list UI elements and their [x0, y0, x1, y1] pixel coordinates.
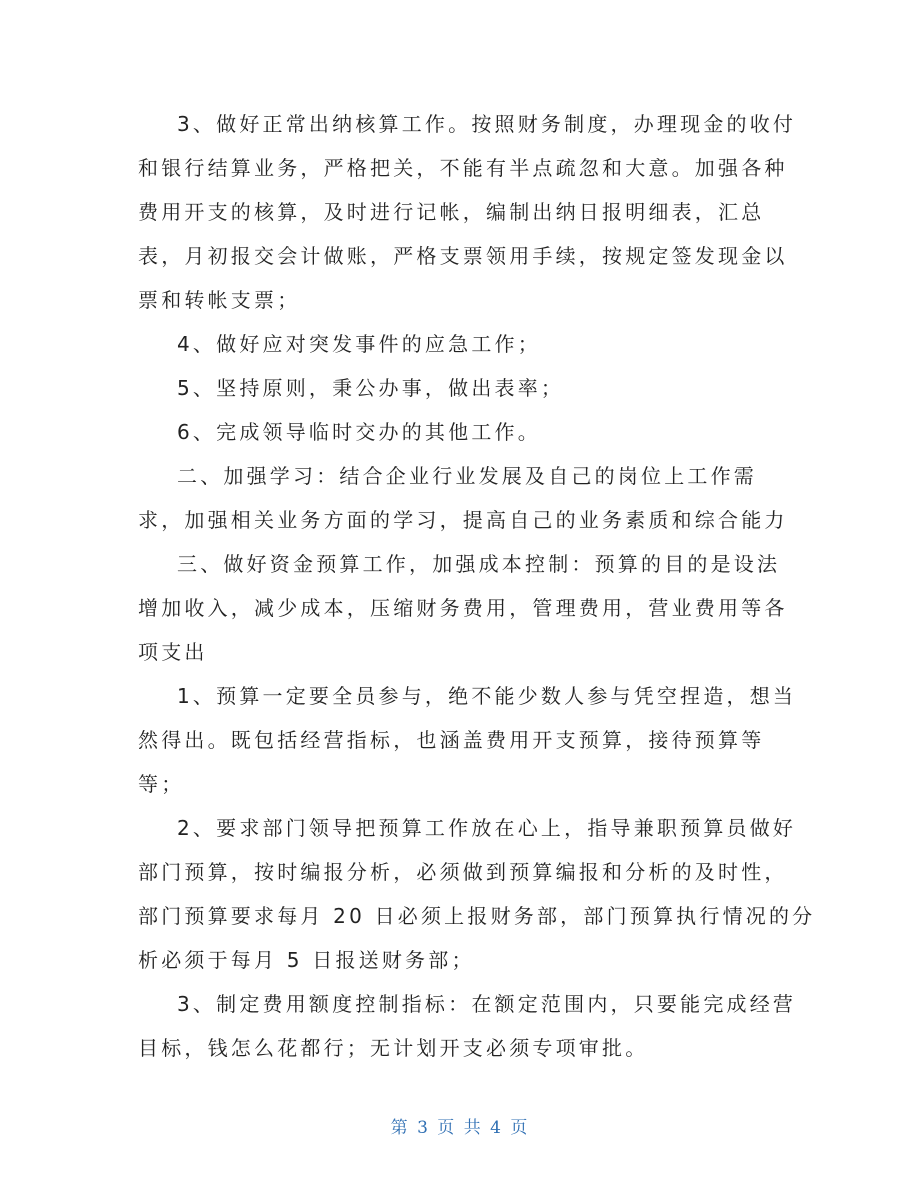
paragraph-line: 票和转帐支票；: [138, 288, 301, 312]
paragraph-line: 项支出: [138, 640, 208, 664]
paragraph-line: 和银行结算业务，严格把关，不能有半点疏忽和大意。加强各种: [138, 156, 788, 180]
paragraph-line: 3、制定费用额度控制指标：在额定范围内，只要能完成经营: [177, 992, 797, 1016]
paragraph-line: 6、完成领导临时交办的其他工作。: [177, 420, 541, 444]
page-number-footer: 第 3 页 共 4 页: [390, 1118, 530, 1138]
paragraph-line: 二、加强学习：结合企业行业发展及自己的岗位上工作需: [177, 464, 757, 488]
paragraph-line: 费用开支的核算，及时进行记帐，编制出纳日报明细表，汇总: [138, 200, 765, 224]
paragraph-line: 等；: [138, 772, 185, 796]
paragraph-line: 2、要求部门领导把预算工作放在心上，指导兼职预算员做好: [177, 816, 797, 840]
paragraph-line: 3、做好正常出纳核算工作。按照财务制度，办理现金的收付: [177, 112, 797, 136]
paragraph-line: 析必须于每月 5 日报送财务部；: [138, 948, 475, 972]
paragraph-line: 部门预算要求每月 20 日必须上报财务部，部门预算执行情况的分: [138, 904, 816, 928]
paragraph-line: 表，月初报交会计做账，严格支票领用手续，按规定签发现金以: [138, 244, 788, 268]
paragraph-line: 部门预算，按时编报分析，必须做到预算编报和分析的及时性，: [138, 860, 788, 884]
paragraph-line: 目标，钱怎么花都行；无计划开支必须专项审批。: [138, 1036, 649, 1060]
paragraph-line: 增加收入，减少成本，压缩财务费用，管理费用，营业费用等各: [138, 596, 788, 620]
paragraph-line: 5、坚持原则，秉公办事，做出表率；: [177, 376, 565, 400]
paragraph-line: 求，加强相关业务方面的学习，提高自己的业务素质和综合能力: [138, 508, 788, 532]
paragraph-line: 4、做好应对突发事件的应急工作；: [177, 332, 541, 356]
paragraph-line: 1、预算一定要全员参与，绝不能少数人参与凭空捏造，想当: [177, 684, 797, 708]
paragraph-line: 三、做好资金预算工作，加强成本控制：预算的目的是设法: [177, 552, 781, 576]
paragraph-line: 然得出。既包括经营指标，也涵盖费用开支预算，接待预算等: [138, 728, 765, 752]
